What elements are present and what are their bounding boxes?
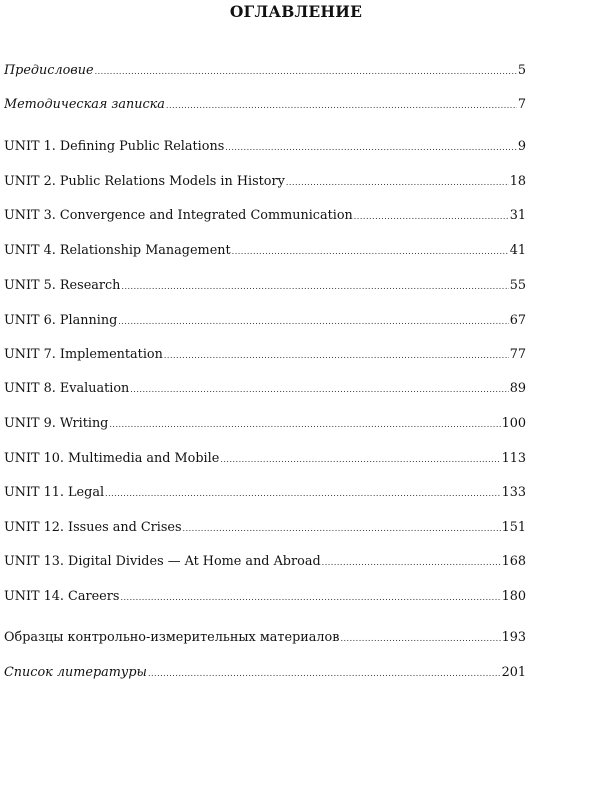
- toc-entry-label: UNIT 11. Legal: [4, 485, 105, 500]
- dot-leader: [286, 175, 509, 191]
- toc-entry-preface[interactable]: [4, 63, 526, 80]
- page-title: ОГЛАВЛЕНИЕ: [229, 2, 363, 21]
- toc-entry-label: UNIT 3. Convergence and Integrated Communication: [4, 208, 353, 223]
- toc-entry-label: Предисловие: [4, 63, 94, 78]
- toc-entry-label: Методическая записка: [4, 97, 165, 112]
- toc-entry-label: UNIT 12. Issues and Crises: [4, 520, 182, 535]
- toc-entry-unit-11[interactable]: [4, 485, 526, 502]
- dot-leader: [118, 314, 508, 330]
- toc-page-number: 113: [501, 451, 526, 466]
- toc-entry-unit-4[interactable]: [4, 243, 526, 260]
- toc-page-number: 31: [509, 208, 526, 223]
- toc-entry-unit-6[interactable]: [4, 313, 526, 330]
- toc-entry-label: UNIT 4. Relationship Management: [4, 243, 231, 258]
- toc-page-number: 55: [509, 278, 526, 293]
- toc-entry-label: UNIT 9. Writing: [4, 416, 109, 431]
- toc-entry-label: UNIT 13. Digital Divides — At Home and Abroad: [4, 554, 321, 569]
- dot-leader: [120, 590, 500, 606]
- dot-leader: [105, 486, 501, 502]
- toc-page-number: 201: [501, 665, 526, 680]
- toc-entry-unit-7[interactable]: [4, 347, 526, 364]
- toc-entry-label: UNIT 2. Public Relations Models in History: [4, 174, 285, 189]
- toc-entry-unit-12[interactable]: [4, 520, 526, 537]
- toc-entry-test-materials[interactable]: [4, 630, 526, 647]
- dot-leader: [232, 244, 509, 260]
- toc-page-number: 100: [501, 416, 526, 431]
- dot-leader: [95, 64, 517, 80]
- dot-leader: [225, 140, 517, 156]
- dot-leader: [130, 382, 508, 398]
- toc-entry-unit-2[interactable]: [4, 174, 526, 191]
- dot-leader: [148, 666, 501, 682]
- dot-leader: [166, 98, 517, 114]
- toc-entry-methodical-note[interactable]: [4, 97, 526, 114]
- toc-entry-unit-10[interactable]: [4, 451, 526, 468]
- toc-page-number: 18: [509, 174, 526, 189]
- toc-page-number: 89: [509, 381, 526, 396]
- toc-page-number: 168: [501, 554, 526, 569]
- toc-entry-unit-5[interactable]: [4, 278, 526, 295]
- toc-entry-label: UNIT 8. Evaluation: [4, 381, 130, 396]
- toc-entry-label: Список литературы: [4, 665, 147, 680]
- toc-entry-label: UNIT 6. Planning: [4, 313, 118, 328]
- toc-page-number: 9: [517, 139, 526, 154]
- toc-entry-label: UNIT 7. Implementation: [4, 347, 163, 362]
- toc-entry-label: UNIT 5. Research: [4, 278, 121, 293]
- dot-leader: [121, 279, 508, 295]
- toc-entry-label: UNIT 1. Defining Public Relations: [4, 139, 225, 154]
- toc-entry-unit-3[interactable]: [4, 208, 526, 225]
- toc-entry-unit-8[interactable]: [4, 381, 526, 398]
- dot-leader: [164, 348, 509, 364]
- dot-leader: [354, 209, 509, 225]
- toc-entry-unit-14[interactable]: [4, 589, 526, 606]
- toc-entry-label: UNIT 10. Multimedia and Mobile: [4, 451, 220, 466]
- dot-leader: [220, 452, 500, 468]
- toc-page-number: 7: [517, 97, 526, 112]
- toc-page-number: 133: [501, 485, 526, 500]
- toc-page-number: 41: [509, 243, 526, 258]
- toc-page-number: 151: [501, 520, 526, 535]
- toc-entry-unit-1[interactable]: [4, 139, 526, 156]
- dot-leader: [109, 417, 500, 433]
- dot-leader: [322, 555, 501, 571]
- toc-page-number: 5: [517, 63, 526, 78]
- dot-leader: [340, 631, 500, 647]
- toc-page-number: 180: [501, 589, 526, 604]
- toc-page-number: 67: [509, 313, 526, 328]
- toc-entry-label: UNIT 14. Careers: [4, 589, 120, 604]
- toc-entry-label: Образцы контрольно-измерительных материалов: [4, 630, 340, 645]
- toc-entry-bibliography[interactable]: [4, 665, 526, 682]
- dot-leader: [183, 521, 501, 537]
- toc-entry-unit-9[interactable]: [4, 416, 526, 433]
- toc-page-number: 77: [509, 347, 526, 362]
- toc-page-number: 193: [501, 630, 526, 645]
- toc-entry-unit-13[interactable]: [4, 554, 526, 571]
